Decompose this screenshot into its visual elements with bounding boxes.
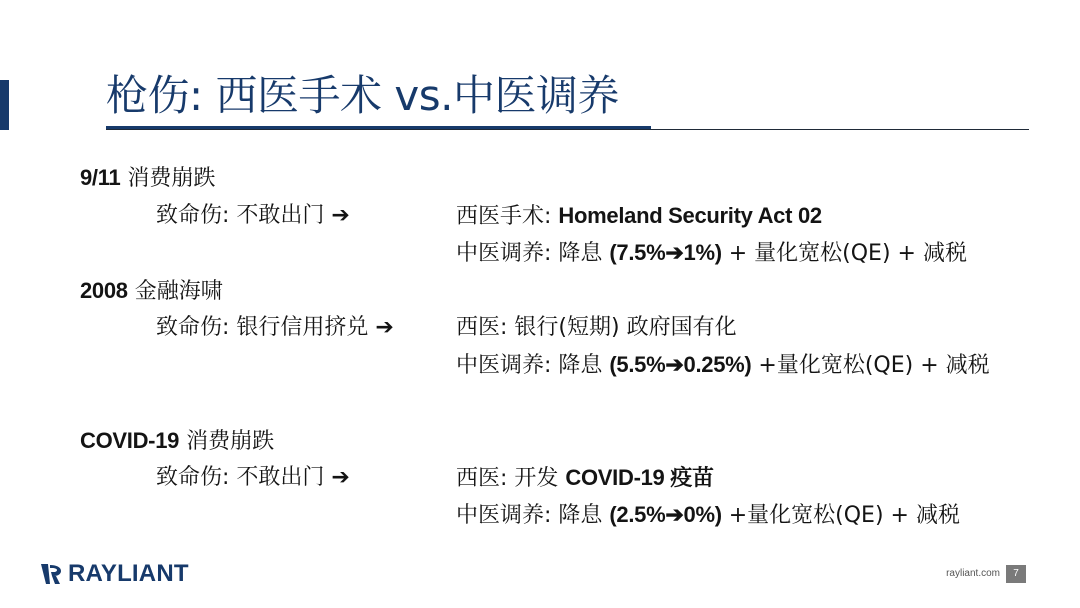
western-remedy-label: 西医: 开发 bbox=[456, 466, 566, 491]
chinese-remedy-rate: (2.5%➔0%) bbox=[609, 502, 722, 527]
fatal-wound-line bbox=[156, 201, 350, 231]
chinese-remedy-tail: +量化宽松(QE) + 减税 bbox=[721, 503, 960, 528]
slide-title: 枪伤: 西医手术 vs.中医调养 bbox=[106, 71, 619, 120]
chinese-remedy-label: 中医调养: 降息 bbox=[456, 503, 610, 528]
western-remedy-label: 西医手术: bbox=[456, 204, 559, 229]
fatal-wound-line bbox=[156, 463, 350, 493]
chinese-remedy-label: 中医调养: 降息 bbox=[456, 353, 610, 378]
chinese-remedy-rate: (7.5%➔1%) bbox=[609, 240, 722, 265]
page-number-badge: 7 bbox=[1006, 565, 1026, 583]
section-heading-date: 9/11 bbox=[80, 165, 121, 190]
right-arrow-icon: ➔ bbox=[331, 465, 350, 490]
rayliant-logo-icon bbox=[38, 561, 64, 587]
right-arrow-icon: ➔ bbox=[331, 203, 350, 228]
western-remedy-detail: COVID-19 疫苗 bbox=[565, 465, 714, 490]
section-heading-date: 2008 bbox=[80, 278, 128, 303]
section-heading bbox=[80, 163, 215, 194]
section-heading bbox=[80, 426, 274, 457]
fatal-wound-line bbox=[156, 313, 394, 343]
chinese-remedy-line bbox=[456, 238, 967, 269]
western-remedy-line bbox=[456, 463, 714, 494]
section-heading-text: 金融海啸 bbox=[127, 279, 223, 304]
title-rule bbox=[106, 129, 1029, 130]
section-heading-text: 消费崩跌 bbox=[179, 429, 275, 454]
rayliant-logo bbox=[38, 560, 189, 588]
chinese-remedy-tail: + 量化宽松(QE) + 减税 bbox=[721, 241, 967, 266]
title-accent-bar bbox=[0, 80, 9, 130]
fatal-wound-prefix: 致命伤: bbox=[156, 465, 237, 490]
chinese-remedy-rate: (5.5%➔0.25%) bbox=[609, 352, 752, 377]
section-heading bbox=[80, 276, 223, 307]
fatal-wound-cause: 不敢出门 bbox=[236, 203, 325, 228]
western-remedy-label: 西医: bbox=[456, 315, 515, 340]
western-remedy-detail: Homeland Security Act 02 bbox=[558, 203, 822, 228]
fatal-wound-prefix: 致命伤: bbox=[156, 315, 237, 340]
chinese-remedy-label: 中医调养: 降息 bbox=[456, 241, 610, 266]
western-remedy-line bbox=[456, 313, 737, 343]
logo-wordmark: RAYLIANT bbox=[68, 560, 189, 587]
western-remedy-line bbox=[456, 201, 822, 232]
fatal-wound-cause: 不敢出门 bbox=[236, 465, 325, 490]
chinese-remedy-line bbox=[456, 350, 990, 381]
western-remedy-detail: 银行(短期) 政府国有化 bbox=[514, 315, 737, 340]
section-heading-text: 消费崩跌 bbox=[120, 166, 216, 191]
chinese-remedy-line bbox=[456, 500, 960, 531]
right-arrow-icon: ➔ bbox=[375, 315, 394, 340]
fatal-wound-cause: 银行信用挤兑 bbox=[236, 315, 369, 340]
fatal-wound-prefix: 致命伤: bbox=[156, 203, 237, 228]
section-heading-date: COVID-19 bbox=[80, 428, 180, 453]
chinese-remedy-tail: +量化宽松(QE) + 减税 bbox=[751, 353, 990, 378]
footer-url: rayliant.com bbox=[946, 568, 1000, 579]
